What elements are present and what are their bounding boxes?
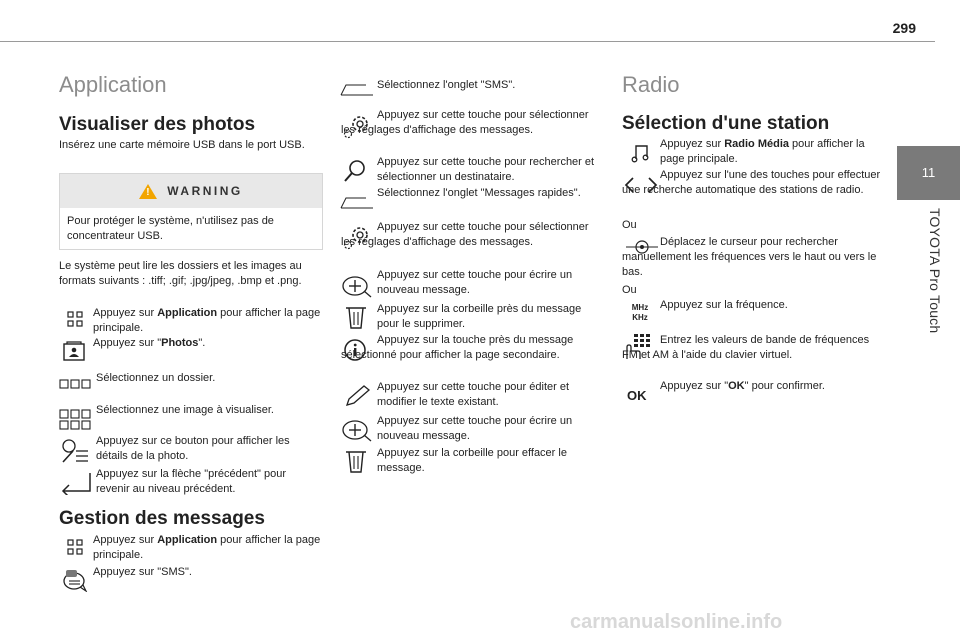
warning-icon	[139, 184, 157, 199]
step-manual-search: Déplacez le curseur pour rechercher manuellement les fréquences vers le haut ou vers le bas.	[622, 236, 877, 278]
intro-text: Insérez une carte mémoire USB dans le port USB.	[59, 139, 305, 151]
frequency-icon	[627, 303, 653, 323]
step-photos: Appuyez sur "Photos".	[93, 337, 206, 349]
tab-icon	[340, 196, 374, 210]
image-grid-icon	[59, 409, 91, 431]
back-arrow-icon	[60, 471, 92, 495]
chapter-number: 11	[921, 165, 936, 180]
section-title-radio: Radio	[622, 72, 680, 97]
sms-icon	[62, 568, 88, 592]
step-sms-tab: Sélectionnez l'onglet "SMS".	[377, 79, 516, 91]
step-back: Appuyez sur la flèche "précédent" pour revenir au niveau précédent.	[96, 468, 287, 495]
new-message-icon	[341, 274, 373, 298]
step-radio-media: Appuyez sur Radio Média pour afficher la page principale.	[660, 138, 865, 165]
folder-list-icon	[59, 377, 91, 391]
step-sms: Appuyez sur "SMS".	[93, 566, 192, 578]
step-new-message: Appuyez sur cette touche pour écrire un nouveau message.	[377, 269, 573, 296]
step-frequency: Appuyez sur la fréquence.	[660, 299, 788, 311]
step-auto-search: Appuyez sur l'une des touches pour effectuer une recherche automatique des stations de radio.	[622, 169, 881, 196]
section-title-application: Application	[59, 72, 167, 97]
search-icon	[343, 159, 367, 183]
page-number: 299	[892, 20, 916, 36]
new-message-icon	[341, 418, 373, 442]
or-label-2: Ou	[622, 284, 637, 296]
heading-view-photos: Visualiser des photos	[59, 114, 256, 135]
step-messages-application: Appuyez sur Application pour afficher la page principale.	[93, 534, 321, 561]
step-confirm-ok: Appuyez sur "OK" pour confirmer.	[660, 380, 825, 392]
step-select-folder: Sélectionnez un dossier.	[96, 372, 216, 384]
photos-icon	[63, 341, 85, 361]
step-new-message-2: Appuyez sur cette touche pour écrire un nouveau message.	[377, 415, 573, 442]
step-select-image: Sélectionnez une image à visualiser.	[96, 404, 274, 416]
details-icon	[59, 438, 89, 464]
step-quick-messages-tab: Sélectionnez l'onglet "Messages rapides".	[377, 187, 581, 199]
step-display-settings-2: Appuyez sur cette touche pour sélectionner les réglages d'affichage des messages.	[341, 221, 589, 248]
warning-box	[59, 173, 323, 250]
step-keypad: Entrez les valeurs de bande de fréquences FM et AM à l'aide du clavier virtuel.	[622, 334, 870, 361]
step-secondary-page: Appuyez sur la touche près du message sélectionné pour afficher la page secondaire.	[341, 334, 574, 361]
chapter-tab[interactable]	[897, 146, 960, 200]
apps-grid-icon	[67, 311, 83, 327]
footer-watermark: carmanualsonline.info	[570, 611, 783, 633]
khz-label: KHz	[632, 313, 648, 322]
step-delete-message: Appuyez sur la corbeille pour effacer le message.	[377, 447, 567, 474]
step-open-application: Appuyez sur Application pour afficher la page principale.	[93, 307, 321, 334]
chapter-title: TOYOTA Pro Touch	[927, 208, 943, 334]
edit-pencil-icon	[344, 384, 372, 408]
step-delete-near-message: Appuyez sur la corbeille près du message pour le supprimer.	[377, 303, 582, 330]
formats-text: Le système peut lire les dossiers et les images au formats suivants : .tiff; .gif; .jpg/jpeg, .bmp et .png.	[59, 260, 302, 287]
step-search-recipient: Appuyez sur cette touche pour rechercher et sélectionner un destinataire.	[377, 156, 595, 183]
step-photo-details: Appuyez sur ce bouton pour afficher les détails de la photo.	[96, 435, 290, 462]
mhz-label: MHz	[631, 303, 649, 312]
step-display-settings: Appuyez sur cette touche pour sélectionner les réglages d'affichage des messages.	[341, 109, 589, 136]
warning-text: Pour protéger le système, n'utilisez pas de concentrateur USB.	[67, 215, 274, 242]
top-rule	[0, 41, 935, 42]
warning-header	[60, 174, 322, 208]
heading-station-selection: Sélection d'une station	[622, 113, 830, 134]
apps-grid-icon	[67, 539, 83, 555]
music-note-icon	[631, 143, 651, 163]
heading-messages: Gestion des messages	[59, 508, 265, 529]
trash-icon	[345, 448, 367, 474]
or-label: Ou	[622, 219, 637, 231]
ok-icon: OK	[627, 388, 647, 403]
warning-title: WARNING	[167, 184, 243, 198]
step-edit-text: Appuyez sur cette touche pour éditer et modifier le texte existant.	[377, 381, 570, 408]
tab-icon	[340, 83, 374, 97]
trash-icon	[345, 304, 367, 330]
